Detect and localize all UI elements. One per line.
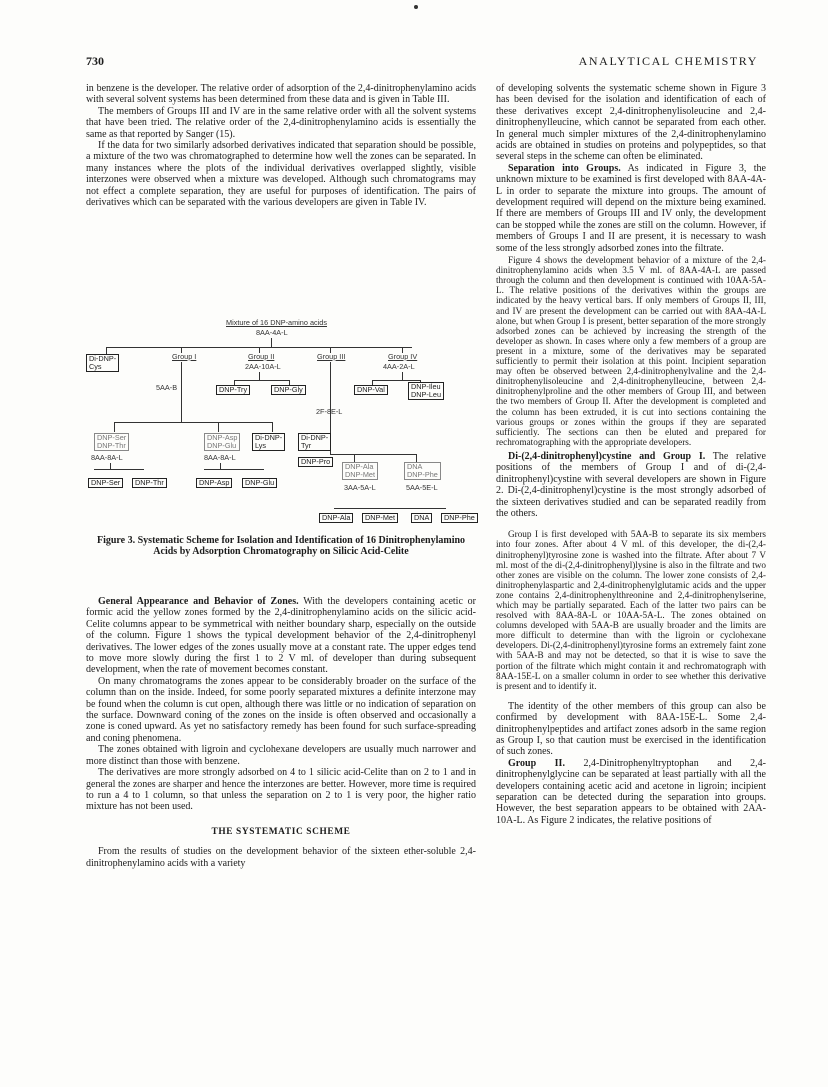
box-dna-phe-faint: DNA DNP-Phe (404, 462, 441, 480)
box-dnp-asp: DNP-Asp (196, 478, 232, 488)
paragraph: The identity of the other members of this group can also be confirmed by development with 8AA-15E-L. Some 2,4-dinitrophenylpeptides and artifact zones adsorb in the same region as Group I, so that caution must be exercised in the identification of such zones. (496, 700, 766, 758)
box-di-dnp-tyr: Di-DNP- Tyr (298, 433, 331, 451)
group-3-label: Group III (317, 352, 346, 361)
paragraph: 2,4-Dinitrophenyltryptophan and 2,4-dinitrophenylglycine can be separated at least partially with all the developers containing acetic acid and acetone in ligroin; incipient separation can be detected during the separation into groups. However, the best separation appears to be obtained with 2AA-10A-L. As Figure 2 indicates, the relative positions of (496, 757, 767, 826)
box-dnp-ser: DNP-Ser (88, 478, 123, 488)
solvent-label: 8AA-4A-L (256, 328, 288, 337)
paragraph: Figure 4 shows the development behavior of a mixture of the 2,4-dinitrophenylamino acids when 3.5 V ml. of 8AA-4A-L are passed through the column and then development is continued with 10AA-5A-L. The relative positions of the derivatives within the groups are indicated by the heavy vertical bars. If only members of Groups II, III, and IV are present the development can be carried out with 8AA-4A-L alone, but when Group I is present, better separation of the more strongly adsorbed zones can be achieved by increasing the strength of the developer as shown. In cases where only a few members of a group are present in a mixture, some of the derivatives may be separated sufficiently to permit their isolation at this point. Incipient separation may often be observed between 2,4-dinitrophenylvaline and the 2,4-dinitrophenylisoleucine and 2,4-dinitrophenylleucine, between 2,4-dinitrophenylproline and the other members of Group III, and between the two members of Group II. After the development is completed and the column has been extruded, it is cut into sections containing the various groups or zones within the groups if they are separated sufficiently. The sections can then be eluted and prepared for rechromatographing with the appropriate developers. (496, 255, 766, 447)
solvent-label: 3AA-5A-L (344, 483, 376, 492)
box-dna: DNA (411, 513, 432, 523)
page-number: 730 (86, 54, 104, 68)
box-dnp-ileu-leu: DNP-Ileu DNP-Leu (408, 382, 444, 400)
paragraph: The zones obtained with ligroin and cyclohexane developers are usually much narrower and more distinct than those with benzene. (86, 744, 476, 767)
figure-3-scheme (86, 318, 486, 533)
section-heading: Separation into Groups. (508, 162, 621, 174)
box-dnp-ser-thr-faint: DNP-Ser DNP-Thr (94, 433, 129, 451)
box-di-dnp-lys: Di-DNP- Lys (252, 433, 285, 451)
group-1-label: Group I (172, 352, 197, 361)
left-column-bottom (86, 596, 476, 869)
paragraph: From the results of studies on the development behavior of the sixteen ether-soluble 2,4-dinitrophenylamino acids with a variety (86, 846, 476, 869)
paragraph: With the developers containing acetic or formic acid the yellow zones formed by the 2,4-dinitrophenylamino acids on the silicic acid-Celite columns appear to be symmetrical with neither boundary sharp, especially on the outside of the column. Figure 1 shows the typical development behavior of the 2,4-dinitrophenyl derivatives. The lower edges of the zones usually move at a constant rate. The upper edges tend to move more slowly during the first 1 to 2 V ml. of developer than during subsequent development, when the rate of movement becomes constant. (86, 596, 476, 676)
figure-caption: Figure 3. Systematic Scheme for Isolation and Identification of 16 Dinitrophenylamino Acids by Adsorption Chromatography on Silicic Acid-Celite (96, 535, 466, 557)
section-title: THE SYSTEMATIC SCHEME (211, 826, 351, 837)
box-dnp-val: DNP-Val (354, 385, 388, 395)
solvent-label: 5AA-5E-L (406, 483, 438, 492)
paragraph: in benzene is the developer. The relative order of adsorption of the 2,4-dinitrophenylamino acids with several solvent systems has been determined from these data and is given in Table III. (86, 83, 476, 106)
box-dnp-phe: DNP-Phe (441, 513, 478, 523)
group-2-label: Group II (248, 352, 275, 361)
paragraph: The members of Groups III and IV are in the same relative order with all the solvent systems that have been tried. The relative order of the 2,4-dinitrophenylamino acids is essentially the same as that reported by Sanger (15). (86, 105, 476, 140)
solvent-label: 5AA-B (156, 383, 178, 392)
solvent-label: 2F-8E-L (316, 407, 343, 416)
group-4-label: Group IV (388, 352, 418, 361)
right-column (496, 83, 766, 826)
box-dnp-asp-glu-faint: DNP-Asp DNP-Glu (204, 433, 240, 451)
paragraph: On many chromatograms the zones appear to be considerably broader on the surface of the column than on the inside. Indeed, for some poorly separated mixtures a definite interzone may be found when the column is cut open, although there was little or no indication of separation on the surface. Downward coning of the zones on the inside is often observed and occasionally a zone is coned upward. As yet no satisfactory remedy has been found for such surface-spreading and coning phenomena. (86, 675, 476, 744)
paragraph: Group I is first developed with 5AA-B to separate its six members into four zones. After about 4 V ml. of this developer, the di-(2,4-dinitrophenyl)tyrosine zone is washed into the filtrate. After about 7 V ml. most of the di-(2,4-dinitrophenyl)lysine is also in the filtrate and two other zones are visible on the column. The lower zone consists of 2,4-dinitrophenylaspartic and 2,4-dinitrophenylglutamic acids and the upper zone contains 2,4-dinitrophenylthreonine and 2,4-dinitrophenylserine, which may be partially separated. Each of the latter two pairs can be resolved with 8AA-8A-L or 10AA-5A-L. The zones obtained on columns developed with 5AA-B are usually broader and the limits are more difficult to determine than with the ligroin or cyclohexane developers. Di-(2,4-dinitrophenyl)tyrosine forms an extremely faint zone with 5AA-B and may not be detected, so that it is wise to save the portion of the filtrate which might contain it and rechromatograph with 8AA-15E-L on a smaller column in order to see whether this derivative is present and to identify it. (496, 529, 766, 691)
section-heading: Group II. (508, 757, 565, 769)
paragraph: If the data for two similarly adsorbed derivatives indicated that separation should be possible, a mixture of the two was chromatographed to determine how well the zones can be separated. In many instances where the plots of the individual derivatives overlapped slightly, visible interzones were observed when a mixture was developed. Although such chromatograms may not effect a complete separation, they are useful for purposes of identification. The pairs of derivatives which can be separated with the various developers are given in Table IV. (86, 140, 476, 209)
box-dnp-met: DNP-Met (362, 513, 398, 523)
box-dnp-ala: DNP-Ala (319, 513, 353, 523)
paragraph: The relative positions of the members of Group I and of di-(2,4-dinitrophenyl)cystine with several developers are shown in Figure 2. Di-(2,4-dinitrophenyl)cystine is the most strongly adsorbed of the sixteen derivatives studied and can be separated readily from the others. (496, 450, 766, 519)
box-dnp-pro: DNP-Pro (298, 457, 333, 467)
section-heading: General Appearance and Behavior of Zones. (98, 596, 299, 607)
box-dnp-thr: DNP-Thr (132, 478, 167, 488)
box-dnp-gly: DNP-Gly (271, 385, 306, 395)
paragraph: of developing solvents the systematic scheme shown in Figure 3 has been devised for the isolation and identification of each of these derivatives except 2,4-dinitrophenylisoleucine and 2,4-dinitrophenylleucine, which cannot be separated from each other. In general much simpler mixtures of the 2,4-dinitrophenylamino acids are obtained in studies on proteins and polypeptides, so that several steps in the scheme can often be eliminated. (496, 83, 766, 163)
section-heading: Di-(2,4-dinitrophenyl)cystine and Group I. (508, 450, 706, 462)
journal-title: ANALYTICAL CHEMISTRY (578, 54, 758, 68)
solvent-label: 2AA-10A-L (245, 362, 281, 371)
paragraph: The derivatives are more strongly adsorbed on 4 to 1 silicic acid-Celite than on 2 to 1 and in general the zones are sharper and hence the interzones are better. However, more time is required to run a 4 to 1 column, so that unless the separation on 2 to 1 is very poor, the higher ratio mixture has not been used. (86, 767, 476, 813)
box-dnp-ala-met-faint: DNP-Ala DNP-Met (342, 462, 378, 480)
solvent-label: 4AA-2A-L (383, 362, 415, 371)
solvent-label: 8AA-8A-L (91, 453, 123, 462)
figure-title: Mixture of 16 DNP-amino acids (226, 318, 327, 327)
box-dnp-try: DNP-Try (216, 385, 250, 395)
solvent-label: 8AA-8A-L (204, 453, 236, 462)
box-dnp-glu: DNP-Glu (242, 478, 277, 488)
box-di-dnp-cys: Di-DNP- Cys (86, 354, 119, 372)
paragraph: As indicated in Figure 3, the unknown mixture to be examined is first developed with 8AA-4A-L in order to separate the mixture into groups. The amount of development required will depend on the mixture being examined. If there are members of Groups III and IV only, the development can be stopped while the zones are still on the column. However, if members of Groups I and II are present, it is necessary to wash some of the less strongly adsorbed zones into the filtrate. (496, 162, 766, 254)
scan-speck (414, 5, 418, 9)
left-column-top (86, 83, 476, 208)
